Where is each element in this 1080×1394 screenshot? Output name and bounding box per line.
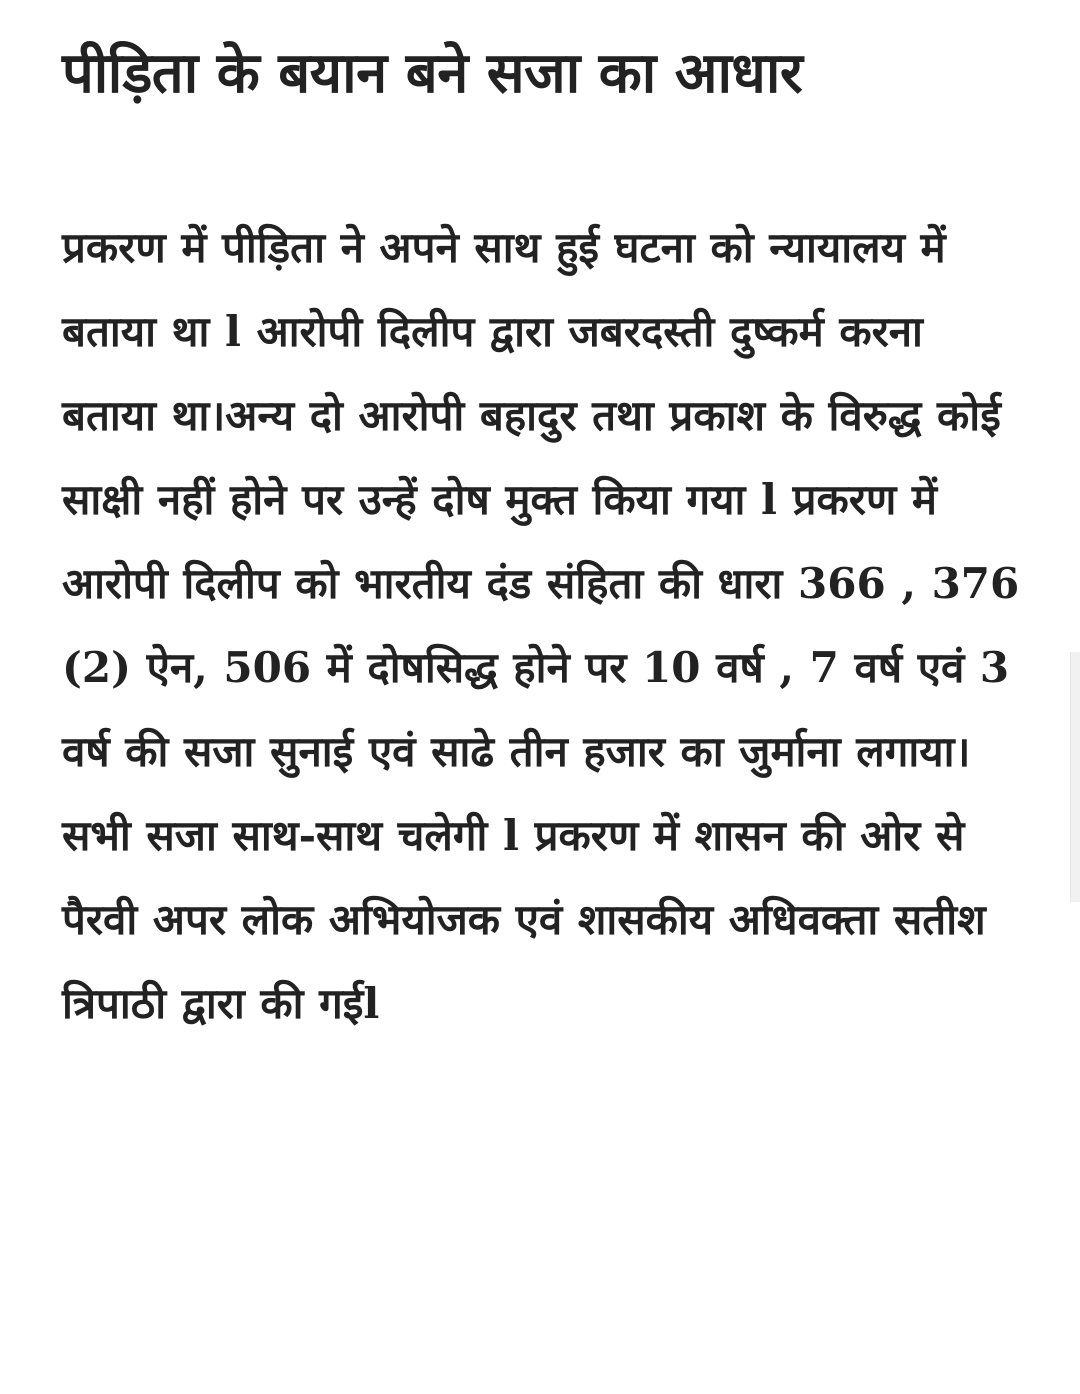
article-body: प्रकरण में पीड़िता ने अपने साथ हुई घटना को न्यायालय में बताया था l आरोपी दिलीप द्वारा जबरदस्ती दुष्कर्म करना बताया था।अन्य दो आरोपी बहादुर तथा प्रकाश के विरुद्ध कोई साक्षी नहीं होने पर उन्हें दोष मुक्त किया गया l प्रकरण में आरोपी दिलीप को भारतीय दंड संहिता की धारा 366 , 376 (2) ऐन, 506 में दोषसिद्ध होने पर 10 वर्ष , 7 वर्ष एवं 3 वर्ष की सजा सुनाई एवं साढे तीन हजार का जुर्माना लगाया।सभी सजा साथ-साथ चलेगी l प्रकरण में शासन की ओर से पैरवी अपर लोक अभियोजक एवं शासकीय अधिवक्ता सतीश त्रिपाठी द्वारा की गईl <box>62 223 1020 1028</box>
article-headline: पीड़िता के बयान बने सजा का आधार <box>62 41 803 106</box>
article <box>62 22 1022 1046</box>
scrollbar[interactable] <box>1070 652 1080 902</box>
